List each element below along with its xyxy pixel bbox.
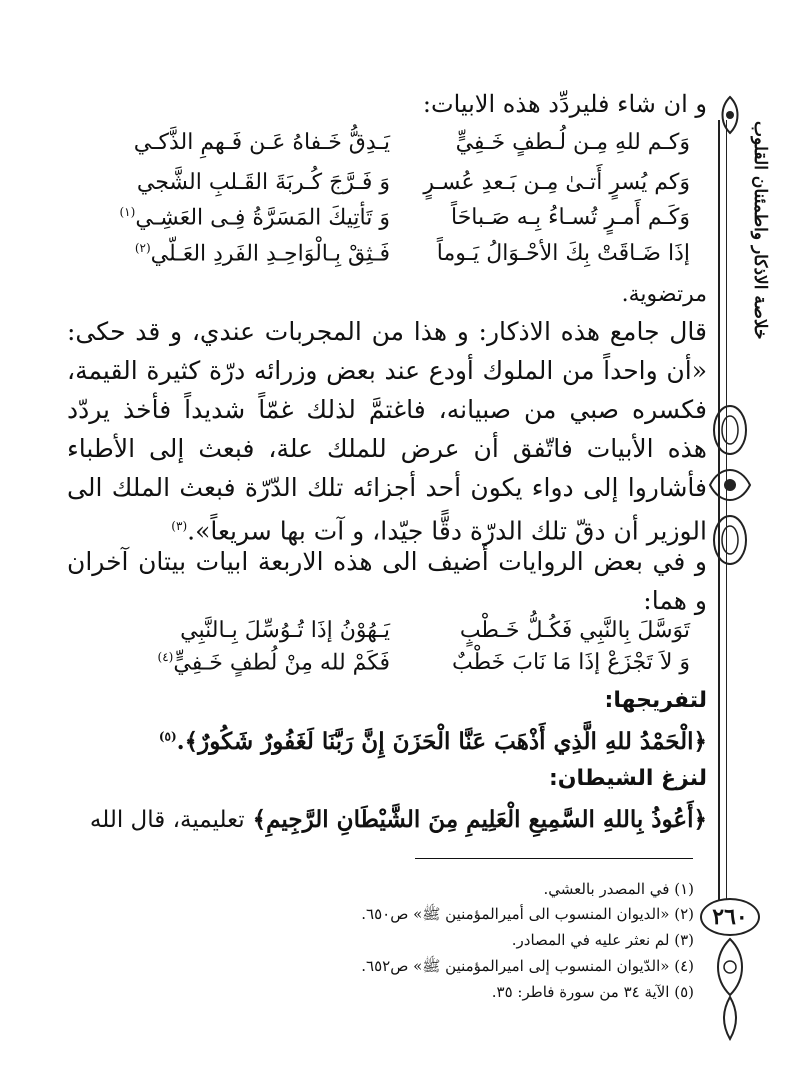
quran-verse: ﴿الْحَمْدُ للهِ الَّذِي أَذْهَبَ عَنَّا الْحَزَنَ إِنَّ رَبَّنَا لَغَفُورٌ شَكُورٌ﴾.$^{(٥)}$	[158, 728, 707, 755]
footnote: (٣) لم نعثر عليه في المصادر.	[511, 931, 694, 949]
footnote-divider	[415, 858, 693, 859]
section-heading: لتفريجها:	[604, 688, 707, 713]
verse-right-hemistich: وَ لاَ تَجْزَعْ إذَا مَا نَابَ خَطْبٌ	[451, 650, 690, 675]
addition-paragraph: و في بعض الروايات أضيف الى هذه الاربعة ابيات بيتان آخران و هما:	[67, 547, 707, 615]
verse-right-hemistich: وَكـم للهِ مِـن لُـطفٍ خَـفِيٍّ	[455, 130, 690, 155]
running-head: خلاصة الاذكار واطمئنان القلوب	[750, 121, 770, 340]
footnote: (١) في المصدر بالعشي.	[543, 880, 694, 898]
verse-left-hemistich: فَكَمْ لله مِنْ لُطفٍ خَـفِيٍّ$^{(٤)}$	[157, 650, 390, 676]
footnote: (٢) «الديوان المنسوب الى أميرالمؤمنين ﷺ» ص٦٥٠.	[361, 905, 694, 923]
footnote-ref: (٥)	[158, 729, 177, 744]
verse-left-hemistich: وَ فَـرَّجَ كُـربَةَ القَـلبِ الشَّجي	[136, 170, 390, 195]
quran-verse: ﴿أَعُوذُ بِاللهِ السَّمِيعِ الْعَلِيمِ مِنَ الشَّيْطَانِ الرَّجِيمِ﴾ تعليمية، قال الله	[89, 806, 707, 833]
verse-row	[120, 130, 690, 170]
main-paragraph	[67, 312, 707, 550]
footnote: (٤) «الدّيوان المنسوب إلى اميرالمؤمنين ﷺ» ص٦٥٢.	[361, 957, 694, 975]
paragraph-intro: قال جامع هذه الاذكار: و هذا من المجربات عندي، و قد حكى:	[67, 317, 707, 346]
intro-line: و ان شاء فليردِّد هذه الابيات:	[422, 90, 707, 118]
verse-row	[120, 205, 690, 245]
footnote-ref: (٤)	[157, 650, 174, 664]
page-number: ٢٦٠	[700, 898, 760, 936]
verse-right-hemistich: تَوَسَّلَ بِالنَّبِي فَكُـلُّ خَـطْبٍ	[459, 618, 690, 643]
verse-left-hemistich: وَ تَأتِيكَ المَسَرَّةُ فِـى العَشِـي$^{(١)}$	[119, 205, 390, 231]
verse-row	[120, 170, 690, 210]
footnote-ref: (٣)	[171, 519, 188, 533]
verse-right-hemistich: وَكَـم أَمـرٍ تُسـاءُ بِـه صَـباحَاً	[450, 205, 690, 230]
footnote-ref: (١)	[119, 205, 136, 219]
section-heading: لنزغ الشيطان:	[548, 766, 707, 791]
verse-right-hemistich: وَكم يُسرٍ أَتـىٰ مِـن بَـعدِ عُسـرٍ	[423, 170, 690, 195]
footnote: (٥) الآية ٣٤ من سورة فاطر: ٣٥.	[491, 983, 694, 1001]
continuation-text: تعليمية، قال الله	[89, 807, 245, 833]
story-text: «أن واحداً من الملوك أودع عند بعض وزرائه درّة كثيرة القيمة، فكسره صبي من صبيانه، فاغتمَّ لذلك غمّاً شديداً فأخذ يردّد هذه الأبيات فاتّفق أن عرض للملك علة، فبعث إلى الأطباء فأشاروا إلى دواء يكون أحد أجزائه تلك الدّرّة فبعث الملك الى الوزير أن دقّ تلك الدرّة دقًّا جيّدا، و آت بها سريعاً».	[67, 356, 707, 546]
end-word: مرتضوية.	[621, 282, 707, 307]
verse-left-hemistich: يَـهُوْنُ إذَا تُـوُسِّلَ بِـالنَّبِي	[180, 618, 390, 643]
verse-left-hemistich: فَـثِقْ بِـالْوَاحِـدِ الفَردِ العَـلّي$^{(٢)}$	[134, 241, 390, 267]
footnote-ref: (٢)	[134, 241, 151, 255]
verse-right-hemistich: إذَا ضَـاقَتْ بِكَ الأحْـوَالُ يَـوماً	[436, 241, 690, 266]
verse-left-hemistich: يَـدِقُّ خَـفاهُ عَـن فَـهمِ الذَّكـي	[133, 130, 390, 155]
top-ornament-icon	[700, 95, 760, 135]
bottom-ornament-icon	[700, 935, 760, 1045]
verse-row	[120, 650, 690, 690]
verse-row	[120, 241, 690, 281]
middle-ornament-icon	[700, 400, 760, 570]
